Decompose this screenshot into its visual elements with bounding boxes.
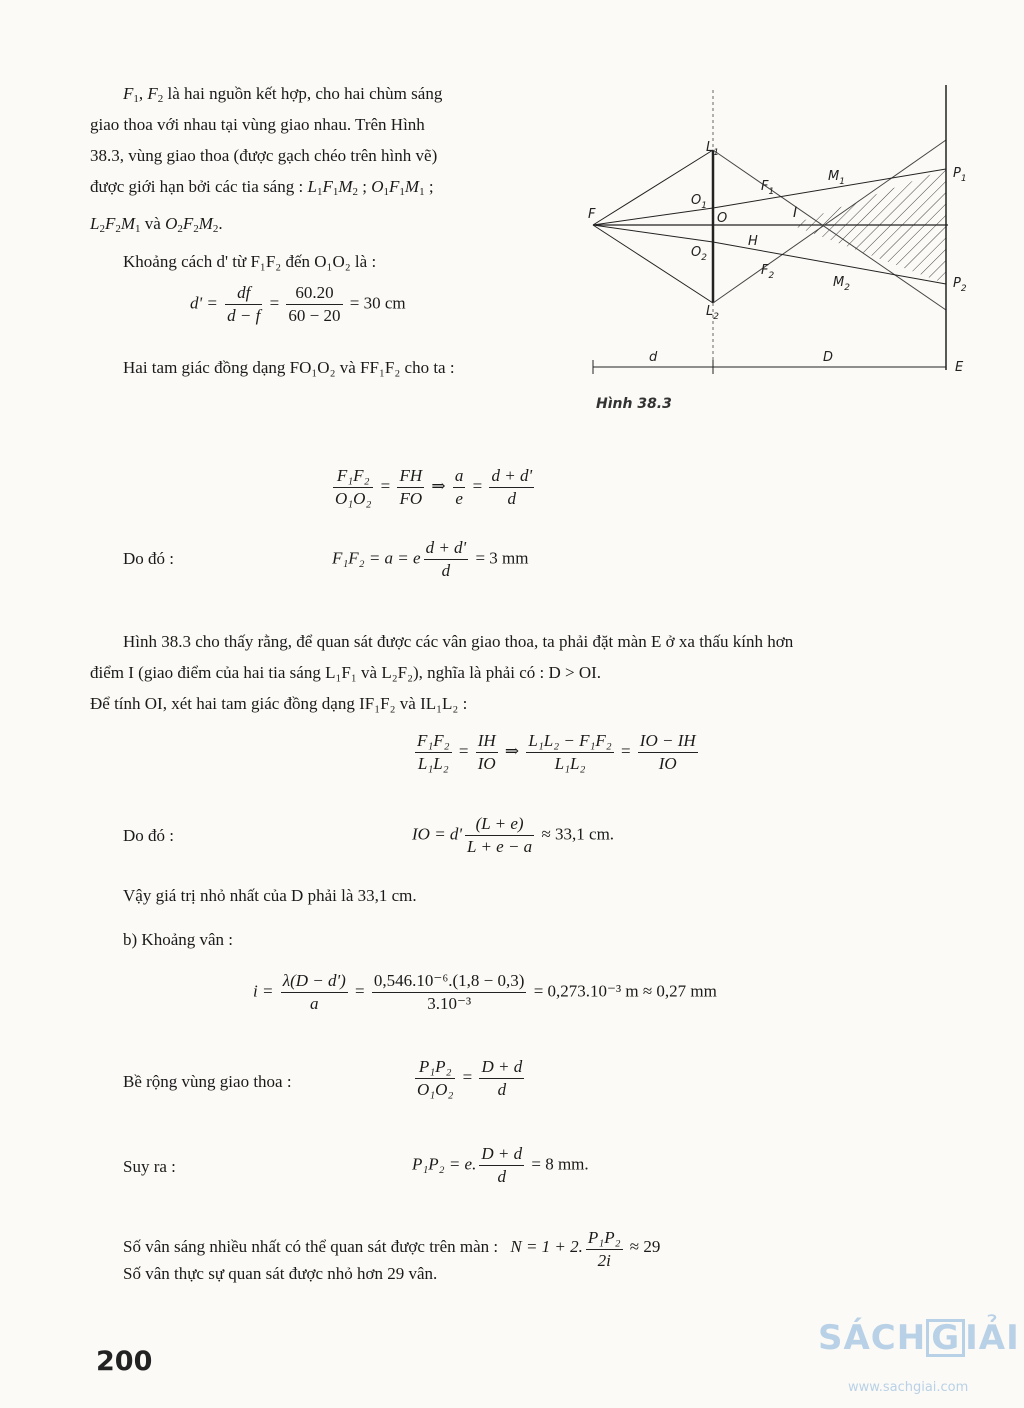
intro-line-1: $F_1$, $F_2$ là hai nguồn kết hợp, cho hai chùm sáng: [123, 84, 443, 105]
label-F1: $F_1$: [761, 179, 775, 197]
label-F: F: [588, 207, 596, 222]
equation-IO: IO = d' $\frac{(L + e)}{L + e - a}$ ≈ 33,1 cm.: [412, 814, 615, 856]
label-O: O: [717, 211, 728, 226]
equation-similar-2: $\frac{\text{F₁F₂}}{\text{L₁L₂}}$ = $\frac{IH}{IO}$ ⇒ $\frac{\text{L₁L₂ − F₁F₂}}{\text{L₁L₂}}$ = $\frac{IO - IH}{IO}$: [417, 731, 696, 773]
paragraph-2: [90, 626, 990, 719]
label-E: E: [955, 360, 964, 375]
label-O2: $O_2$: [691, 245, 707, 263]
equation-width: $\frac{\text{P₁P₂}}{\text{O₁O₂}}$ = $\frac{D + d}{d}$: [417, 1057, 523, 1099]
eq2-label: Do đó :: [123, 549, 174, 568]
watermark-url: www.sachgiai.com: [848, 1380, 969, 1395]
para2-line-2: điểm I (giao điểm của hai tia sáng L₁F₁ và L₂F₂), nghĩa là phải có : D > OI.: [90, 663, 602, 682]
figure-caption: Hình 38.3: [596, 396, 672, 412]
label-M1: $M_1$: [828, 169, 845, 187]
label-d: d: [649, 350, 658, 365]
width-label: Bề rộng vùng giao thoa :: [123, 1072, 292, 1091]
label-F2: $F_2$: [761, 263, 775, 281]
intro-line-3: 38.3, vùng giao thoa (được gạch chéo trên hình vẽ): [90, 146, 438, 165]
label-P1: $P_1$: [953, 166, 967, 184]
eq4-label: Do đó :: [123, 826, 174, 845]
equation-similar-1: $\frac{\text{F₁F₂}}{\text{O₁O₂}}$ = $\frac{FH}{FO}$ ⇒ $\frac{a}{e}$ = $\frac{d + d'}{d}$: [335, 466, 533, 508]
figure-38-3: [583, 80, 983, 380]
equation-P1P2: P₁P₂ = e. $\frac{D + d}{d}$ = 8 mm.: [412, 1144, 589, 1186]
dprime-equation: d' = $\frac{df}{d - f}$ = $\frac{60.20}{60 - 20}$ = 30 cm: [190, 283, 406, 325]
label-I: I: [793, 205, 798, 221]
fringes-line-2: Số vân thực sự quan sát được nhỏ hơn 29 vân.: [123, 1264, 438, 1283]
label-L2: $L_2$: [706, 304, 719, 322]
intro-line-2: giao thoa với nhau tại vùng giao nhau. Trên Hình: [90, 115, 425, 134]
dprime-statement: Khoảng cách d' từ F₁F₂ đến O₁O₂ là :: [123, 252, 377, 271]
equation-F1F2: F₁F₂ = a = e $\frac{d + d'}{d}$ = 3 mm: [332, 538, 529, 580]
para2-line-1: Hình 38.3 cho thấy rằng, để quan sát được các vân giao thoa, ta phải đặt màn E ở xa thấu kính hơn: [123, 632, 794, 651]
para2-line-3: Để tính OI, xét hai tam giác đồng dạng IF₁F₂ và IL₁L₂ :: [90, 694, 468, 713]
label-O1: $O_1$: [691, 193, 707, 211]
conclusion: Vậy giá trị nhỏ nhất của D phải là 33,1 cm.: [123, 886, 417, 905]
equation-fringe-spacing: i = $\frac{\lambda(D - d')}{a}$ = $\frac{\text{0,546.10⁻⁶.(1,8 − 0,3)}}{\text{3.10⁻³}}$ = 0,273.10⁻³ m ≈ 0,27 mm: [253, 971, 717, 1013]
similar-triangles-1: Hai tam giác đồng dạng FO₁O₂ và FF₁F₂ cho ta :: [123, 358, 455, 377]
intro-line-5: $L_2F_2M_1$ và $O_2F_2M_2$.: [90, 214, 223, 235]
part-b-label: b) Khoảng vân :: [123, 930, 234, 949]
watermark-logo: SÁCH G IẢI: [818, 1318, 1020, 1358]
label-H: H: [748, 234, 758, 249]
intro-line-4: được giới hạn bởi các tia sáng : $L_1F_1M_2$ ; $O_1F_1M_1$ ;: [90, 177, 434, 198]
interference-region: [791, 169, 946, 284]
label-P2: $P_2$: [953, 276, 967, 294]
label-M2: $M_2$: [833, 275, 850, 293]
label-D: D: [823, 350, 834, 365]
intro-paragraph-body: [90, 109, 550, 245]
label-L1: $L_1$: [706, 140, 719, 158]
fringes-line-1: Số vân sáng nhiều nhất có thể quan sát được trên màn : N = 1 + 2. $\frac{\text{P₁P₂}}{2i}$ ≈ 29: [123, 1228, 661, 1270]
page-number: 200: [96, 1346, 153, 1377]
suyra-label: Suy ra :: [123, 1157, 176, 1176]
